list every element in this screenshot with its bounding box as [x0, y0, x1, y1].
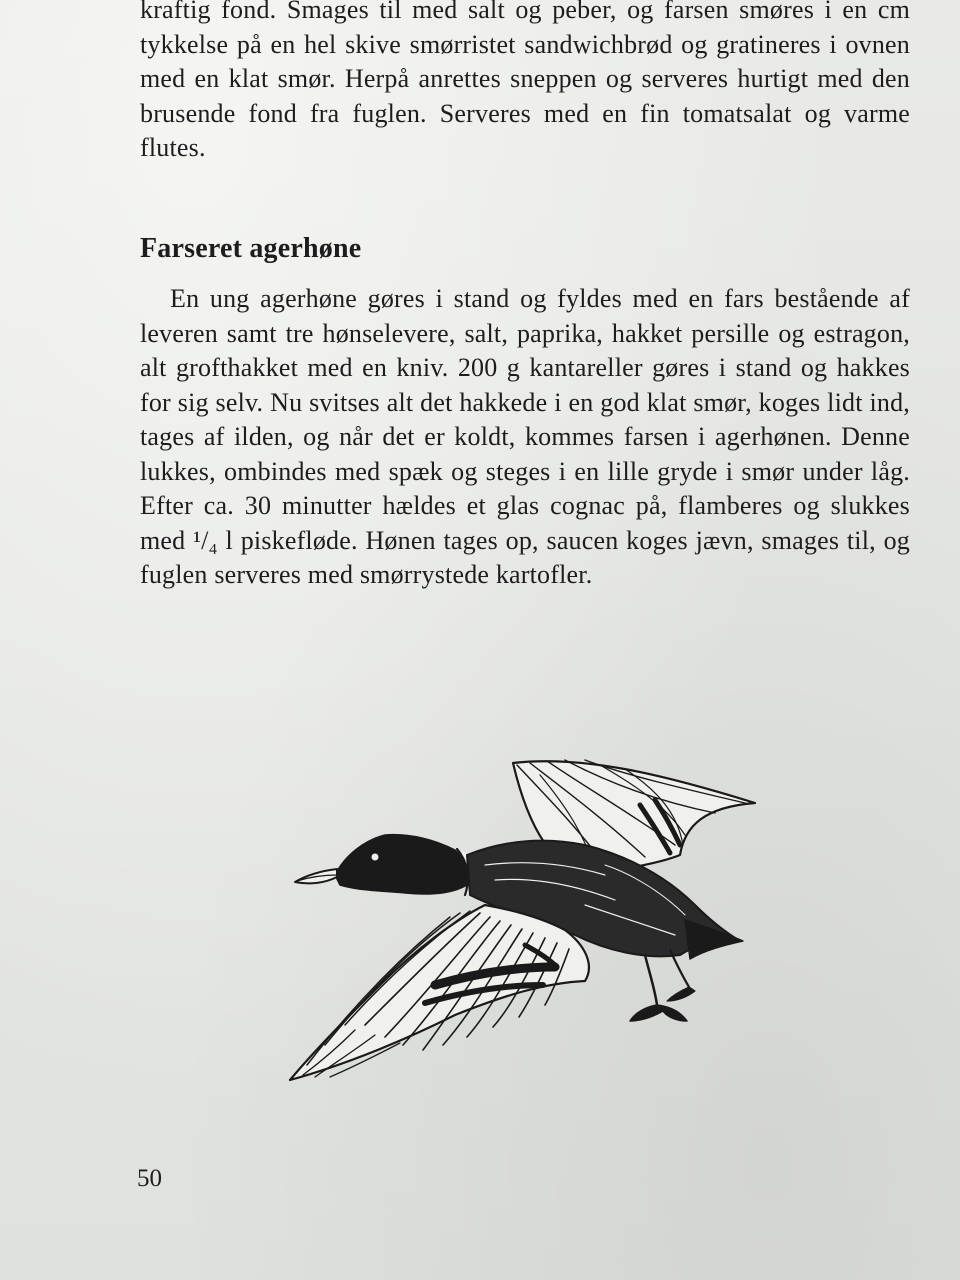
recipe-title: Farseret agerhøne: [140, 233, 362, 264]
flying-duck-drawing-icon: [285, 745, 765, 1085]
previous-paragraph: kraftig fond. Smages til med salt og peber, og farsen smøres i en cm tykkelse på en hel skive smørristet sandwichbrød og gratineres i ovnen med en klat smør. Herpå anrettes sneppen og serveres hurtigt med den brusende fond fra fuglen. Serveres med en fin tomatsalat og varme flutes.: [140, 0, 910, 162]
recipe-body: En ung agerhøne gøres i stand og fyldes med en fars bestående af leveren samt tre hønselevere, salt, paprika, hakket persille og estragon, alt grofthakket med en kniv. 200 g kantareller gøres i stand og hakkes for sig selv. Nu svitses alt det hakkede i en god klat smør, koges lidt ind, tages af ilden, og når det er koldt, kommes farsen i agerhønen. Denne lukkes, ombindes med spæk og steges i en lille gryde i smør under låg. Efter ca. 30 minutter hældes et glas cognac på, flamberes og slukkes med ¹/₄ l piskefløde. Hønen tages op, saucen koges jævn, smages til, og fuglen serveres med smørrystede kartofler.: [140, 284, 910, 589]
page-number: 50: [137, 1165, 162, 1192]
